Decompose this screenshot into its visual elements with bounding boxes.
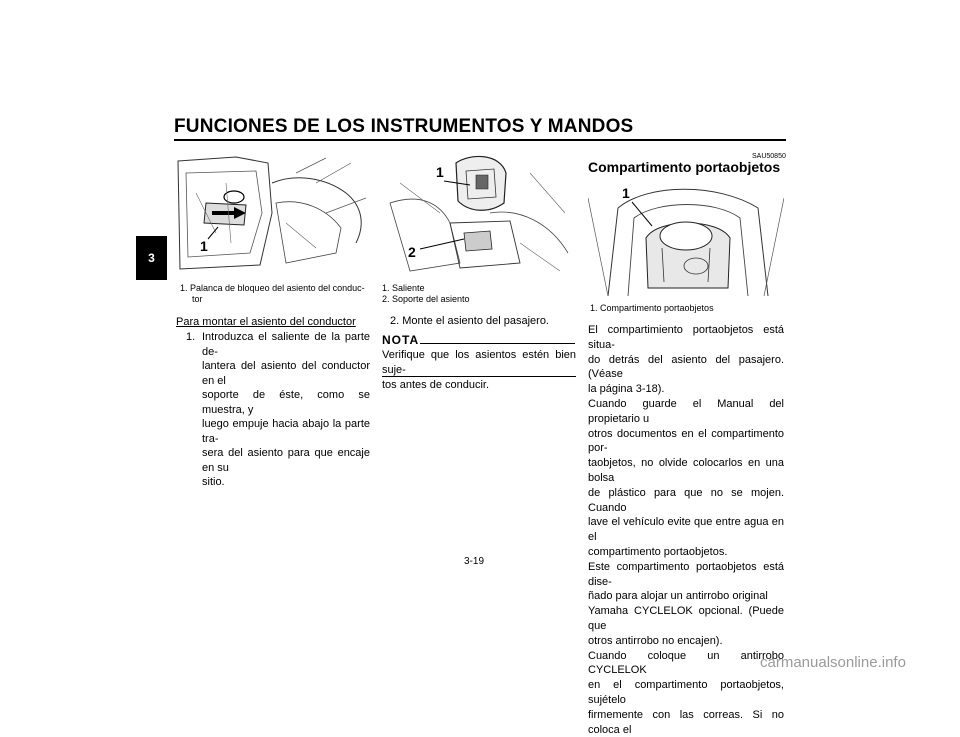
step-text xyxy=(202,330,370,490)
figure-caption xyxy=(382,283,577,305)
page-number: 3-19 xyxy=(464,556,485,567)
callout-1: 1 xyxy=(200,238,208,254)
body-line: firmemente con las correas. Si no coloca el xyxy=(588,708,784,736)
callout-1: 1 xyxy=(436,164,444,180)
body-line: otros documentos en el compartimento por- xyxy=(588,427,784,455)
body-line: Cuando guarde el Manual del propietario u xyxy=(588,397,784,425)
section-code: SAU50850 xyxy=(752,153,786,160)
note-text xyxy=(382,348,576,392)
body-line: ñado para alojar un antirrobo original xyxy=(588,590,768,603)
subheading: Para montar el asiento del conductor xyxy=(176,316,356,328)
caption-line: 2. Soporte del asiento xyxy=(382,294,470,304)
instruction-step: 2. Monte el asiento del pasajero. xyxy=(390,315,549,327)
body-line: Cuando coloque un antirrobo CYCLELOK xyxy=(588,649,784,677)
step-line: soporte de éste, como se muestra, y xyxy=(202,389,370,416)
step-line: sitio. xyxy=(202,476,225,488)
body-line: taobjetos, no olvide colocarlos en una bolsa xyxy=(588,457,784,484)
seat-bracket-figure xyxy=(380,153,576,279)
callout-2: 2 xyxy=(408,244,416,260)
body-line: do detrás del asiento del pasajero. (Véase xyxy=(588,353,784,381)
chapter-tab: 3 xyxy=(136,236,167,280)
note-rule-top xyxy=(420,343,575,344)
body-line: la página 3-18). xyxy=(588,383,665,396)
caption-line: 1. Palanca de bloqueo del asiento del conduc- xyxy=(180,283,365,293)
header-rule xyxy=(174,139,786,141)
callout-1: 1 xyxy=(622,185,630,201)
body-line: El compartimiento portaobjetos está situa- xyxy=(588,324,784,351)
step-line: Introduzca el saliente de la parte de- xyxy=(202,331,370,358)
caption-line: tor xyxy=(192,294,203,304)
body-line: lave el vehículo evite que entre agua en el xyxy=(588,516,784,544)
caption-line: 1. Saliente xyxy=(382,283,425,293)
body-line: en el compartimento portaobjetos, sujételo xyxy=(588,679,784,706)
body-line: Este compartimento portaobjetos está dise- xyxy=(588,560,784,588)
step-line: sera del asiento para que encaje en su xyxy=(202,447,370,474)
figure-caption: 1. Compartimento portaobjetos xyxy=(590,303,714,313)
figure-caption xyxy=(180,283,375,305)
page-header-title: FUNCIONES DE LOS INSTRUMENTOS Y MANDOS xyxy=(174,116,634,137)
section-body xyxy=(588,323,784,737)
note-line: Verifique que los asientos estén bien suje- xyxy=(382,349,576,376)
note-line: tos antes de conducir. xyxy=(382,378,490,391)
step-number: 1. xyxy=(186,331,196,343)
section-title: Compartimento portaobjetos xyxy=(588,159,781,175)
note-title: NOTA xyxy=(382,333,420,347)
step-line: luego empuje hacia abajo la parte tra- xyxy=(202,418,370,445)
step-line: lantera del asiento del conductor en el xyxy=(202,360,370,387)
body-line: otros antirrobo no encajen). xyxy=(588,634,723,647)
body-line: de plástico para que no se mojen. Cuando xyxy=(588,486,784,514)
seat-lock-lever-figure xyxy=(176,153,372,279)
storage-compartment-figure xyxy=(588,178,784,298)
instruction-step xyxy=(186,330,370,488)
watermark-link[interactable]: carmanualsonline.info xyxy=(760,654,906,671)
body-line: compartimento portaobjetos. xyxy=(588,545,728,558)
note-rule-bottom xyxy=(382,376,576,377)
body-line: Yamaha CYCLELOK opcional. (Puede que xyxy=(588,605,784,632)
